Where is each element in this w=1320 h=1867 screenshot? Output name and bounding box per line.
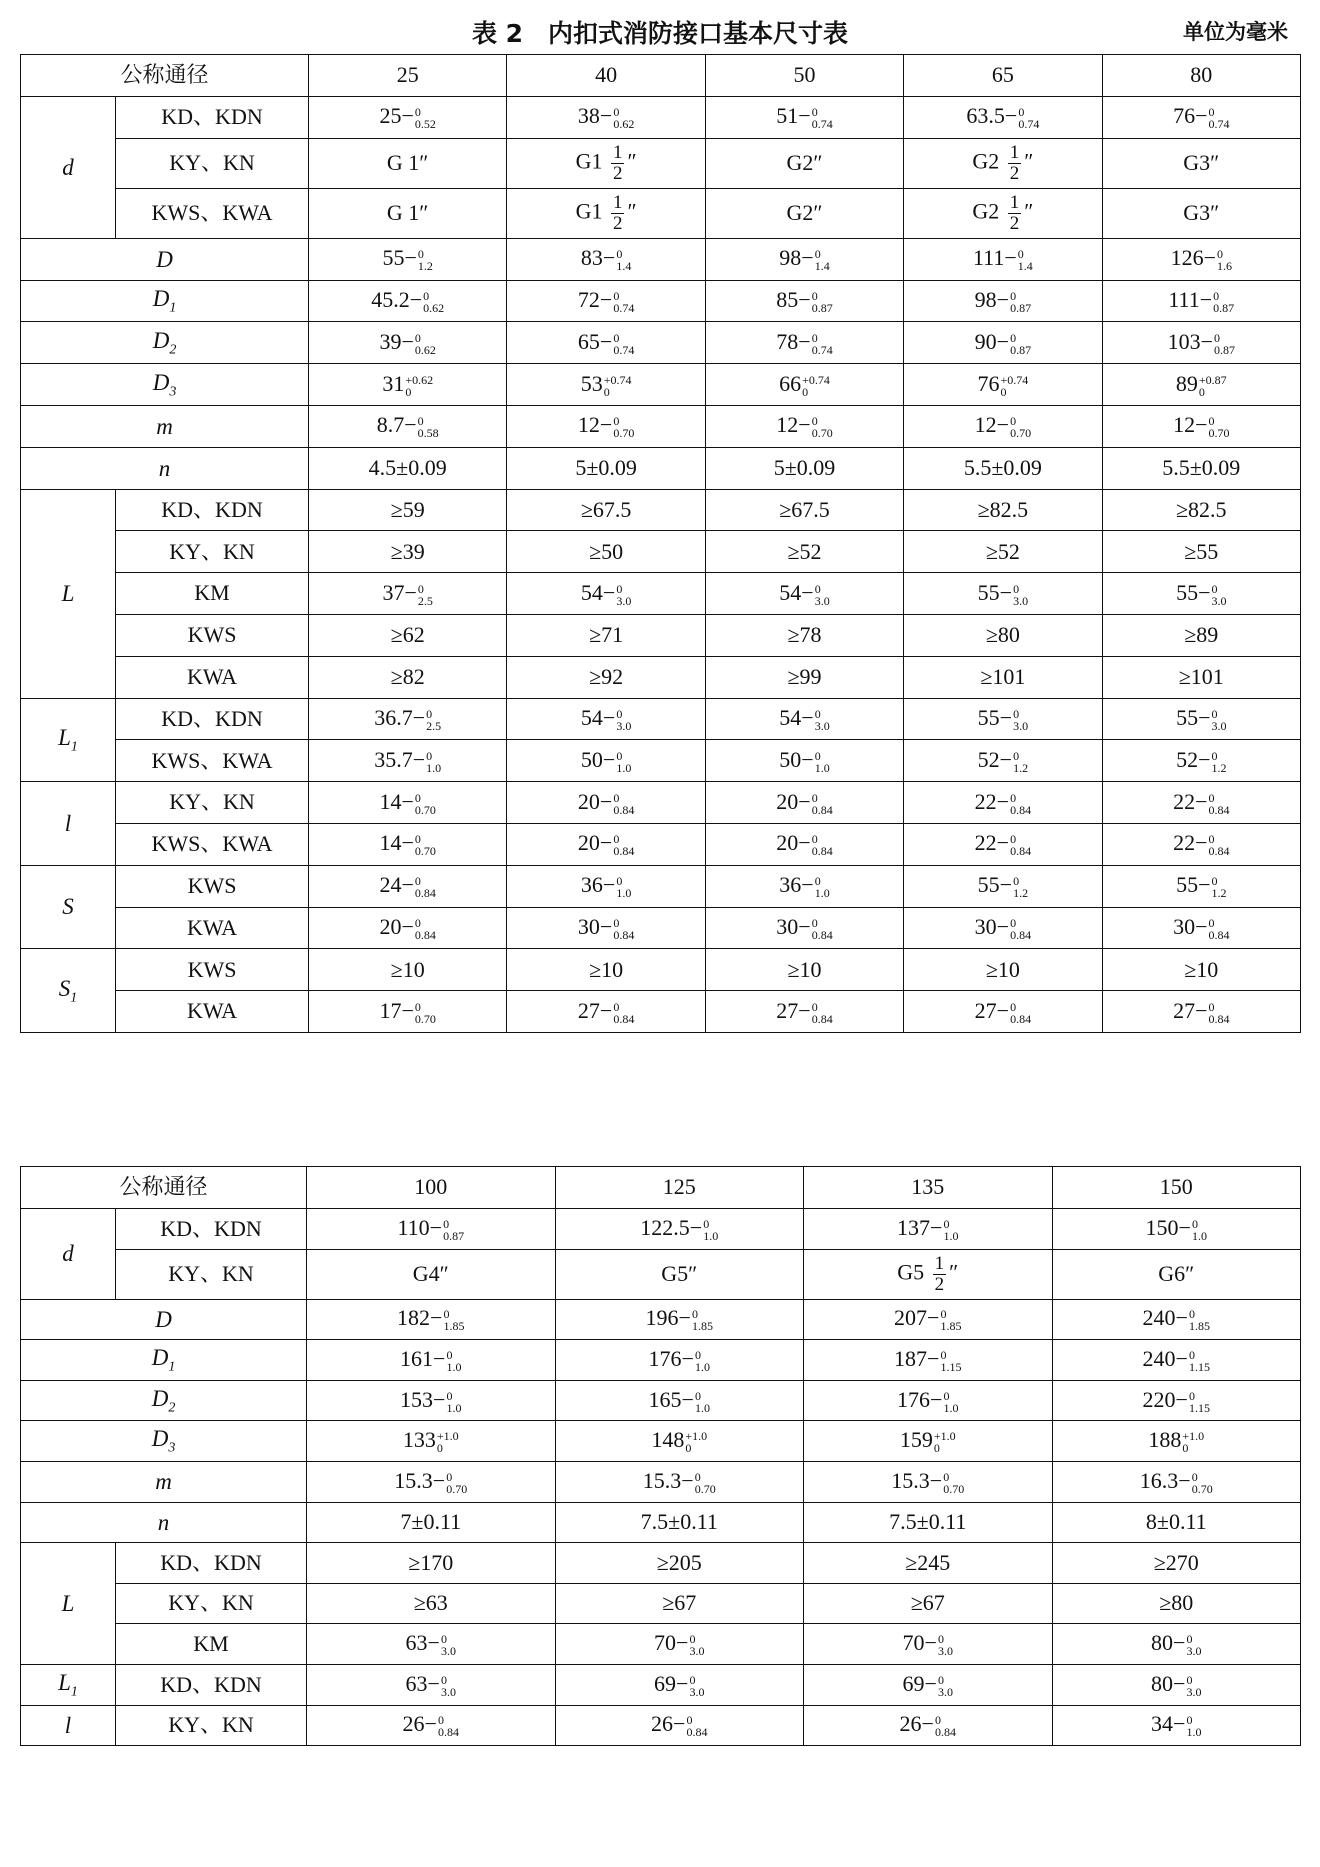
dimension-value: 52− 0 1.2 [1102, 740, 1300, 782]
nominal-diameter-value: 50 [705, 55, 903, 97]
dimension-value: G1 $\frac{1}{2}$ ″ [507, 188, 705, 238]
dimension-value: G2 $\frac{1}{2}$ ″ [904, 138, 1102, 188]
dimension-value: 55− 0 3.0 [904, 698, 1102, 740]
dimension-symbol: $S_1$ [21, 949, 116, 1033]
unit-note: 单位为毫米 [1183, 20, 1288, 44]
dimension-value: ≥59 [309, 489, 507, 531]
dimension-symbol: L [21, 1543, 116, 1665]
table-row [21, 322, 1301, 364]
dimension-value: 22− 0 0.84 [1102, 782, 1300, 824]
dimension-value: 39− 0 0.62 [309, 322, 507, 364]
dimension-value: 17− 0 0.70 [309, 991, 507, 1033]
dimension-symbol: S [21, 865, 116, 949]
nominal-diameter-value: 100 [307, 1167, 556, 1209]
dimension-value: ≥101 [1102, 656, 1300, 698]
dimension-symbol: $D_2$ [21, 1380, 307, 1421]
dimension-value: 240− 0 1.15 [1052, 1340, 1301, 1381]
table-row [21, 949, 1301, 991]
dimension-value: 76 +0.74 0 [904, 364, 1102, 406]
dimension-value: 15.3− 0 0.70 [555, 1461, 804, 1502]
type-variant: KY、KN [116, 138, 309, 188]
table-row [21, 991, 1301, 1033]
dimension-value: 22− 0 0.84 [904, 823, 1102, 865]
table-row [21, 1249, 1301, 1299]
dimension-value: G5″ [555, 1249, 804, 1299]
type-variant: KY、KN [116, 1249, 307, 1299]
nominal-diameter-value: 150 [1052, 1167, 1301, 1209]
table-row [21, 823, 1301, 865]
dimension-value: 137− 0 1.0 [804, 1209, 1053, 1250]
dimension-value: 110− 0 0.87 [307, 1209, 556, 1250]
dimension-value: 111− 0 1.4 [904, 238, 1102, 280]
dimension-symbol: $D_3$ [21, 1421, 307, 1462]
dimension-value: 4.5±0.09 [309, 447, 507, 489]
table-row [21, 1421, 1301, 1462]
type-variant: KD、KDN [116, 489, 309, 531]
dimension-value: ≥52 [705, 531, 903, 573]
table-row [21, 698, 1301, 740]
dimension-value: 20− 0 0.84 [309, 907, 507, 949]
table-row [21, 782, 1301, 824]
dimension-value: 150− 0 1.0 [1052, 1209, 1301, 1250]
table-row [21, 1340, 1301, 1381]
dimension-value: G 1″ [309, 138, 507, 188]
dimension-value: 182− 0 1.85 [307, 1299, 556, 1340]
table-header-row [21, 1167, 1301, 1209]
dimension-value: 76− 0 0.74 [1102, 97, 1300, 139]
dimension-symbol: n [21, 447, 309, 489]
dimension-value: 90− 0 0.87 [904, 322, 1102, 364]
dimension-value: 16.3− 0 0.70 [1052, 1461, 1301, 1502]
dimension-value: 12− 0 0.70 [904, 405, 1102, 447]
dimension-value: 30− 0 0.84 [705, 907, 903, 949]
type-variant: KY、KN [116, 531, 309, 573]
dimension-value: ≥62 [309, 614, 507, 656]
dimension-symbol: m [21, 405, 309, 447]
dimension-value: 55− 0 1.2 [904, 865, 1102, 907]
dimension-value: 83− 0 1.4 [507, 238, 705, 280]
dimension-value: 26− 0 0.84 [555, 1705, 804, 1746]
dimension-symbol: $D_1$ [21, 280, 309, 322]
dimension-value: ≥270 [1052, 1543, 1301, 1584]
dimension-symbol: $D_2$ [21, 322, 309, 364]
dimension-value: 31 +0.62 0 [309, 364, 507, 406]
dimension-value: 7.5±0.11 [555, 1502, 804, 1543]
dimension-value: ≥67 [804, 1583, 1053, 1624]
dimension-value: 98− 0 0.87 [904, 280, 1102, 322]
dimension-value: 176− 0 1.0 [804, 1380, 1053, 1421]
dimension-value: 7.5±0.11 [804, 1502, 1053, 1543]
dimension-value: 5±0.09 [507, 447, 705, 489]
dimension-value: G2 $\frac{1}{2}$ ″ [904, 188, 1102, 238]
dimension-value: 51− 0 0.74 [705, 97, 903, 139]
dimension-value: 45.2− 0 0.62 [309, 280, 507, 322]
dimension-value: ≥55 [1102, 531, 1300, 573]
table-row [21, 1209, 1301, 1250]
dimension-value: 70− 0 3.0 [804, 1624, 1053, 1665]
dimension-value: ≥67.5 [705, 489, 903, 531]
dimension-value: ≥63 [307, 1583, 556, 1624]
dimension-value: 27− 0 0.84 [1102, 991, 1300, 1033]
dimension-value: 27− 0 0.84 [904, 991, 1102, 1033]
dimension-value: 207− 0 1.85 [804, 1299, 1053, 1340]
table-row [21, 188, 1301, 238]
dimension-symbol: D [21, 238, 309, 280]
dimension-value: 159 +1.0 0 [804, 1421, 1053, 1462]
dimension-value: 66 +0.74 0 [705, 364, 903, 406]
dimension-value: 22− 0 0.84 [904, 782, 1102, 824]
type-variant: KD、KDN [116, 97, 309, 139]
type-variant: KWA [116, 907, 309, 949]
dimension-value: 196− 0 1.85 [555, 1299, 804, 1340]
dimension-value: 63.5− 0 0.74 [904, 97, 1102, 139]
nominal-diameter-label: 公称通径 [21, 1167, 307, 1209]
dimension-symbol: L [21, 489, 116, 698]
table-row [21, 138, 1301, 188]
type-variant: KWS、KWA [116, 188, 309, 238]
dimension-value: 78− 0 0.74 [705, 322, 903, 364]
table-row [21, 865, 1301, 907]
dimension-value: ≥10 [507, 949, 705, 991]
dimension-value: 22− 0 0.84 [1102, 823, 1300, 865]
dimension-value: ≥10 [904, 949, 1102, 991]
dimension-value: 54− 0 3.0 [507, 698, 705, 740]
nominal-diameter-value: 135 [804, 1167, 1053, 1209]
type-variant: KWA [116, 991, 309, 1033]
table-header-row [21, 55, 1301, 97]
dimension-value: 8±0.11 [1052, 1502, 1301, 1543]
dimension-value: G5 $\frac{1}{2}$ ″ [804, 1249, 1053, 1299]
nominal-diameter-label: 公称通径 [21, 55, 309, 97]
table-row [21, 1461, 1301, 1502]
type-variant: KWS [116, 865, 309, 907]
dimension-value: ≥10 [705, 949, 903, 991]
dimension-value: 69− 0 3.0 [555, 1664, 804, 1705]
dimension-value: 153− 0 1.0 [307, 1380, 556, 1421]
dimension-value: 27− 0 0.84 [507, 991, 705, 1033]
dimension-value: 111− 0 0.87 [1102, 280, 1300, 322]
dimension-value: 27− 0 0.84 [705, 991, 903, 1033]
dimension-value: 35.7− 0 1.0 [309, 740, 507, 782]
dimension-value: ≥39 [309, 531, 507, 573]
dimension-value: ≥67.5 [507, 489, 705, 531]
dimension-value: 20− 0 0.84 [705, 823, 903, 865]
table-row [21, 489, 1301, 531]
dimension-value: ≥101 [904, 656, 1102, 698]
table-row [21, 573, 1301, 615]
nominal-diameter-value: 125 [555, 1167, 804, 1209]
dimension-value: G6″ [1052, 1249, 1301, 1299]
table-row [21, 97, 1301, 139]
table-row [21, 447, 1301, 489]
dimension-value: 55− 0 3.0 [1102, 573, 1300, 615]
type-variant: KD、KDN [116, 1543, 307, 1584]
dimension-value: 176− 0 1.0 [555, 1340, 804, 1381]
table-row [21, 1502, 1301, 1543]
dimension-value: 20− 0 0.84 [507, 782, 705, 824]
dimension-value: 30− 0 0.84 [507, 907, 705, 949]
dimension-value: ≥78 [705, 614, 903, 656]
dimension-value: 55− 0 1.2 [1102, 865, 1300, 907]
dimension-value: 37− 0 2.5 [309, 573, 507, 615]
dimension-value: 63− 0 3.0 [307, 1624, 556, 1665]
table-row [21, 740, 1301, 782]
dimension-value: 54− 0 3.0 [705, 698, 903, 740]
dimension-value: 50− 0 1.0 [705, 740, 903, 782]
nominal-diameter-value: 40 [507, 55, 705, 97]
dimension-value: 63− 0 3.0 [307, 1664, 556, 1705]
table-row [21, 531, 1301, 573]
dimension-value: 5.5±0.09 [904, 447, 1102, 489]
dimension-value: 36− 0 1.0 [705, 865, 903, 907]
type-variant: KY、KN [116, 1705, 307, 1746]
type-variant: KD、KDN [116, 698, 309, 740]
dimension-value: 54− 0 3.0 [705, 573, 903, 615]
dimension-value: 70− 0 3.0 [555, 1624, 804, 1665]
type-variant: KWS、KWA [116, 740, 309, 782]
dimension-value: 14− 0 0.70 [309, 782, 507, 824]
dimension-value: 15.3− 0 0.70 [307, 1461, 556, 1502]
dimension-value: 55− 0 1.2 [309, 238, 507, 280]
dimension-value: 220− 0 1.15 [1052, 1380, 1301, 1421]
dimension-value: 89 +0.87 0 [1102, 364, 1300, 406]
dimension-value: ≥92 [507, 656, 705, 698]
dimension-value: 55− 0 3.0 [1102, 698, 1300, 740]
type-variant: KWS [116, 614, 309, 656]
dimension-value: 80− 0 3.0 [1052, 1624, 1301, 1665]
dimension-value: 12− 0 0.70 [705, 405, 903, 447]
dimension-symbol: l [21, 782, 116, 866]
dimension-value: 54− 0 3.0 [507, 573, 705, 615]
dimension-value: 122.5− 0 1.0 [555, 1209, 804, 1250]
dimension-value: ≥67 [555, 1583, 804, 1624]
table-row [21, 280, 1301, 322]
type-variant: KD、KDN [116, 1664, 307, 1705]
dimension-value: ≥10 [309, 949, 507, 991]
table-row [21, 1624, 1301, 1665]
dimension-value: 240− 0 1.85 [1052, 1299, 1301, 1340]
dimension-value: 50− 0 1.0 [507, 740, 705, 782]
dimension-value: G 1″ [309, 188, 507, 238]
dimension-value: 25− 0 0.52 [309, 97, 507, 139]
dimension-value: 14− 0 0.70 [309, 823, 507, 865]
dimension-value: 55− 0 3.0 [904, 573, 1102, 615]
type-variant: KWS、KWA [116, 823, 309, 865]
dimension-value: 72− 0 0.74 [507, 280, 705, 322]
dimension-value: 126− 0 1.6 [1102, 238, 1300, 280]
dimension-value: 20− 0 0.84 [705, 782, 903, 824]
dimension-value: 20− 0 0.84 [507, 823, 705, 865]
dimension-symbol: l [21, 1705, 116, 1746]
table-row [21, 405, 1301, 447]
table-row [21, 1664, 1301, 1705]
dimension-value: 30− 0 0.84 [1102, 907, 1300, 949]
dimension-value: 15.3− 0 0.70 [804, 1461, 1053, 1502]
dimension-value: 148 +1.0 0 [555, 1421, 804, 1462]
type-variant: KWS [116, 949, 309, 991]
dimension-value: 65− 0 0.74 [507, 322, 705, 364]
dimension-value: 52− 0 1.2 [904, 740, 1102, 782]
dimension-value: ≥52 [904, 531, 1102, 573]
dimension-value: 36− 0 1.0 [507, 865, 705, 907]
type-variant: KY、KN [116, 782, 309, 824]
table-row [21, 907, 1301, 949]
dimension-value: 38− 0 0.62 [507, 97, 705, 139]
nominal-diameter-value: 65 [904, 55, 1102, 97]
nominal-diameter-value: 80 [1102, 55, 1300, 97]
type-variant: KD、KDN [116, 1209, 307, 1250]
dimension-value: ≥10 [1102, 949, 1300, 991]
dimension-value: 24− 0 0.84 [309, 865, 507, 907]
dimension-value: ≥245 [804, 1543, 1053, 1584]
table-row [21, 364, 1301, 406]
table-row [21, 614, 1301, 656]
dimension-symbol: $L_1$ [21, 1664, 116, 1705]
dimension-value: 69− 0 3.0 [804, 1664, 1053, 1705]
dimension-value: 26− 0 0.84 [804, 1705, 1053, 1746]
table-row [21, 1380, 1301, 1421]
dimension-table-top [20, 54, 1301, 1033]
dimension-value: 103− 0 0.87 [1102, 322, 1300, 364]
dimension-value: G4″ [307, 1249, 556, 1299]
dimension-value: 36.7− 0 2.5 [309, 698, 507, 740]
type-variant: KM [116, 573, 309, 615]
dimension-value: 12− 0 0.70 [507, 405, 705, 447]
dimension-value: ≥82 [309, 656, 507, 698]
dimension-value: ≥82.5 [1102, 489, 1300, 531]
dimension-symbol: $D_1$ [21, 1340, 307, 1381]
table-row [21, 656, 1301, 698]
dimension-value: 5.5±0.09 [1102, 447, 1300, 489]
dimension-value: 133 +1.0 0 [307, 1421, 556, 1462]
nominal-diameter-value: 25 [309, 55, 507, 97]
dimension-value: 187− 0 1.15 [804, 1340, 1053, 1381]
dimension-value: ≥99 [705, 656, 903, 698]
table-title: 表 2 内扣式消防接口基本尺寸表 [471, 19, 849, 48]
dimension-value: ≥50 [507, 531, 705, 573]
dimension-value: 161− 0 1.0 [307, 1340, 556, 1381]
dimension-value: 26− 0 0.84 [307, 1705, 556, 1746]
dimension-value: ≥170 [307, 1543, 556, 1584]
dimension-value: G1 $\frac{1}{2}$ ″ [507, 138, 705, 188]
table-row [21, 1543, 1301, 1584]
dimension-value: G2″ [705, 188, 903, 238]
table-row [21, 238, 1301, 280]
dimension-value: ≥80 [904, 614, 1102, 656]
type-variant: KM [116, 1624, 307, 1665]
dimension-value: 98− 0 1.4 [705, 238, 903, 280]
dimension-value: 85− 0 0.87 [705, 280, 903, 322]
dimension-value: 34− 0 1.0 [1052, 1705, 1301, 1746]
dimension-value: G2″ [705, 138, 903, 188]
dimension-value: ≥80 [1052, 1583, 1301, 1624]
table-row [21, 1299, 1301, 1340]
dimension-symbol: $L_1$ [21, 698, 116, 782]
dimension-value: ≥89 [1102, 614, 1300, 656]
table-row [21, 1583, 1301, 1624]
dimension-value: 12− 0 0.70 [1102, 405, 1300, 447]
dimension-symbol: m [21, 1461, 307, 1502]
dimension-symbol: d [21, 97, 116, 239]
dimension-value: 8.7− 0 0.58 [309, 405, 507, 447]
dimension-value: ≥71 [507, 614, 705, 656]
dimension-value: 188 +1.0 0 [1052, 1421, 1301, 1462]
dimension-value: ≥205 [555, 1543, 804, 1584]
dimension-value: 5±0.09 [705, 447, 903, 489]
dimension-value: 7±0.11 [307, 1502, 556, 1543]
dimension-value: 165− 0 1.0 [555, 1380, 804, 1421]
dimension-symbol: d [21, 1209, 116, 1300]
dimension-value: 80− 0 3.0 [1052, 1664, 1301, 1705]
table-row [21, 1705, 1301, 1746]
dimension-value: G3″ [1102, 188, 1300, 238]
table-heading [0, 8, 1320, 52]
dimension-symbol: n [21, 1502, 307, 1543]
dimension-value: 53 +0.74 0 [507, 364, 705, 406]
dimension-value: ≥82.5 [904, 489, 1102, 531]
dimension-value: 30− 0 0.84 [904, 907, 1102, 949]
dimension-value: G3″ [1102, 138, 1300, 188]
dimension-table-bottom [20, 1166, 1301, 1746]
type-variant: KWA [116, 656, 309, 698]
type-variant: KY、KN [116, 1583, 307, 1624]
dimension-symbol: $D_3$ [21, 364, 309, 406]
dimension-symbol: D [21, 1299, 307, 1340]
